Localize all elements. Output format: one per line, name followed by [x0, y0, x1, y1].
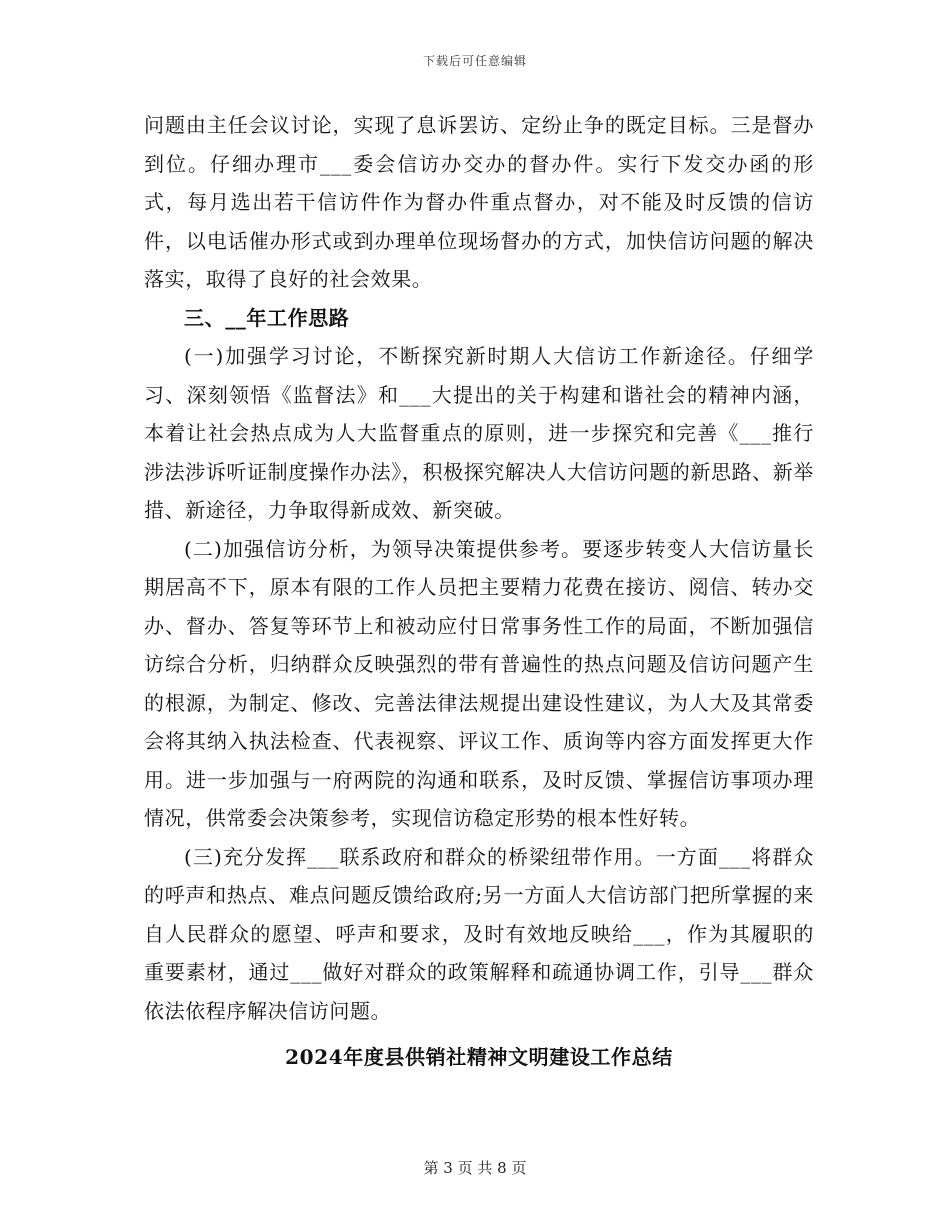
section-heading: 三、__年工作思路 — [184, 305, 350, 330]
document-title: 2024年度县供销社精神文明建设工作总结 — [285, 1045, 673, 1069]
paragraph-item-3: (三)充分发挥___联系政府和群众的桥梁纽带作用。一方面___将群众的呼声和热点、难点问题反馈给政府;另一方面人大信访部门把所掌握的来自人民群众的愿望、呼声和要求，及时有效地反映给___，作为其履职的重要素材，通过___做好对群众的政策解释和疏通协调工作，引导___群众依法依程序解决信访问题。 — [144, 844, 814, 1023]
page-header: 下载后可任意编辑 — [422, 54, 527, 68]
document-body — [144, 106, 814, 1077]
page-number: 第 3 页 共 8 页 — [423, 1159, 527, 1177]
paragraph-item-1: (一)加强学习讨论，不断探究新时期人大信访工作新途径。仔细学习、深刻领悟《监督法》和___大提出的关于构建和谐社会的精神内涵，本着让社会热点成为人大监督重点的原则，进一步探究和完善《___推行涉法涉诉听证制度操作办法》，积极探究解决人大信访问题的新思路、新举措、新途径，力争取得新成效、新突破。 — [144, 344, 814, 522]
paragraph-item-2: (二)加强信访分析，为领导决策提供参考。要逐步转变人大信访量长期居高不下，原本有限的工作人员把主要精力花费在接访、阅信、转办交办、督办、答复等环节上和被动应付日常事务性工作的局面，不断加强信访综合分析，归纳群众反映强烈的带有普遍性的热点问题及信访问题产生的根源，为制定、修改、完善法律法规提出建设性建议，为人大及其常委会将其纳入执法检查、代表视察、评议工作、质询等内容方面发挥更大作用。进一步加强与一府两院的沟通和联系，及时反馈、掌握信访事项办理情况，供常委会决策参考，实现信访稳定形势的根本性好转。 — [144, 536, 814, 830]
paragraph-continued: 问题由主任会议讨论，实现了息诉罢访、定纷止争的既定目标。三是督办到位。仔细办理市___委会信访办交办的督办件。实行下发交办函的形式，每月选出若干信访件作为督办件重点督办，对不能及时反馈的信访件，以电话催办形式或到办理单位现场督办的方式，加快信访问题的解决落实，取得了良好的社会效果。 — [144, 113, 814, 291]
